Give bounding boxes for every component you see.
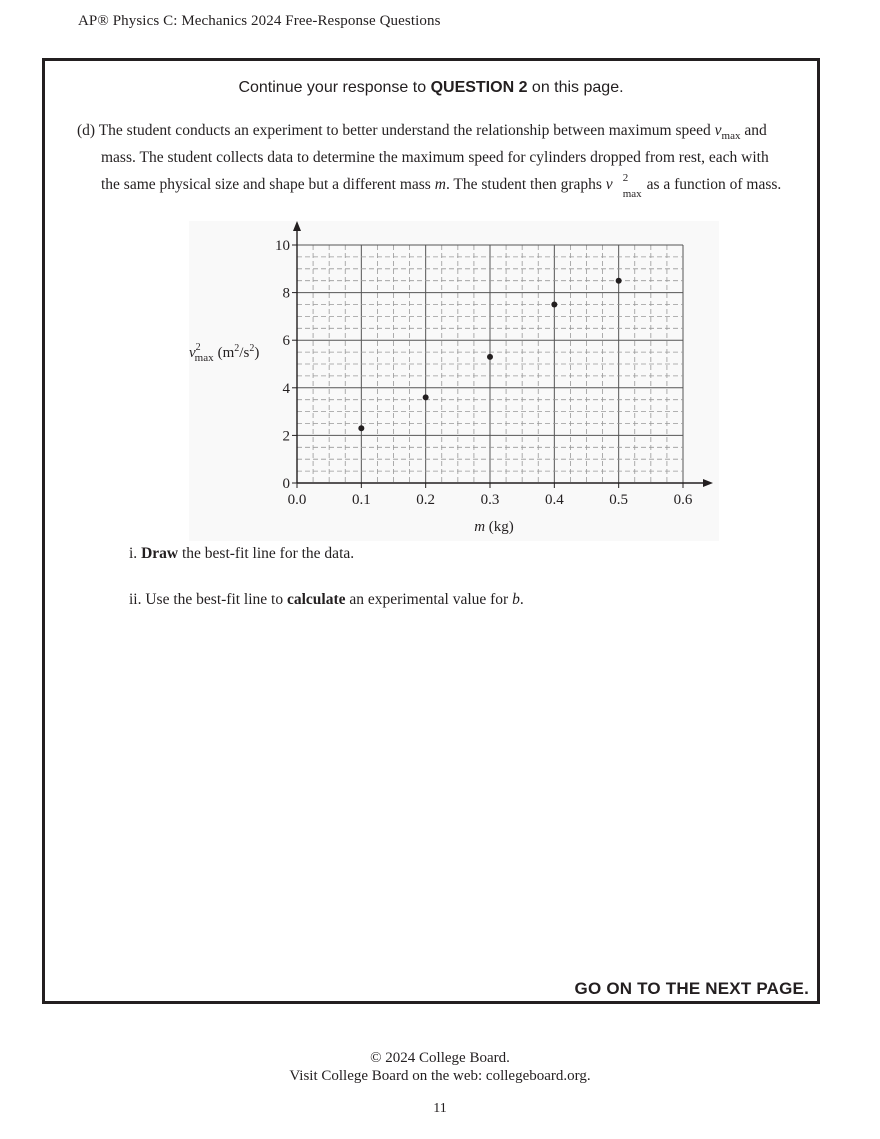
page-number: 11 <box>433 1101 447 1116</box>
question-ii: ii. Use the best-fit line to calculate an experimental value for b. <box>129 591 524 608</box>
y-tick-label: 4 <box>282 380 290 397</box>
x-axis-label: m (kg) <box>474 519 514 535</box>
x-tick-label: 0.2 <box>416 492 436 508</box>
data-point <box>487 354 493 360</box>
y-tick-label: 0 <box>282 476 290 492</box>
copyright: © 2024 College Board. <box>370 1050 510 1066</box>
data-point <box>616 278 622 284</box>
y-tick-label: 10 <box>275 238 290 254</box>
x-tick-label: 0.6 <box>673 492 693 508</box>
prompt-line-1: (d) The student conducts an experiment to better understand the relationship between maximum speed $v_{max}$ and <box>77 122 767 143</box>
data-point <box>423 394 429 400</box>
page-header: AP® Physics C: Mechanics 2024 Free-Response Questions <box>78 13 441 29</box>
question-number: QUESTION 2 <box>430 79 528 96</box>
vmax-squared-vs-mass-graph <box>189 221 719 541</box>
data-point <box>358 425 364 431</box>
x-tick-label: 0.3 <box>480 492 500 508</box>
data-point <box>551 302 557 308</box>
y-tick-label: 2 <box>282 428 290 445</box>
website-note: Visit College Board on the web: collegeboard.org. <box>289 1068 591 1084</box>
x-tick-label: 0.5 <box>609 492 629 508</box>
part-label: (d) <box>77 122 96 139</box>
prompt-line-3: the same physical size and shape but a different mass m. The student then graphs v 2 max as a function of mass. <box>101 172 782 200</box>
y-tick-label: 8 <box>282 285 290 302</box>
y-tick-label: 6 <box>282 333 290 350</box>
v-max-squared: 2 max <box>622 172 642 200</box>
x-tick-label: 0.4 <box>544 492 564 508</box>
go-on-notice: GO ON TO THE NEXT PAGE. <box>574 979 809 998</box>
y-axis-label: $v^2$ $\max (m^2/s^2)$ <box>189 342 260 364</box>
continue-banner: Continue your response to QUESTION 2 on this page. <box>238 79 624 96</box>
response-frame <box>42 58 820 1004</box>
x-tick-label: 0.0 <box>287 492 307 508</box>
grid <box>297 245 683 483</box>
part-d-prompt <box>77 117 797 198</box>
x-tick-label: 0.1 <box>351 492 371 508</box>
question-i: i. Draw the best-fit line for the data. <box>129 545 355 562</box>
prompt-line-2: mass. The student collects data to determine the maximum speed for cylinders dropped from rest, each with <box>101 149 769 166</box>
